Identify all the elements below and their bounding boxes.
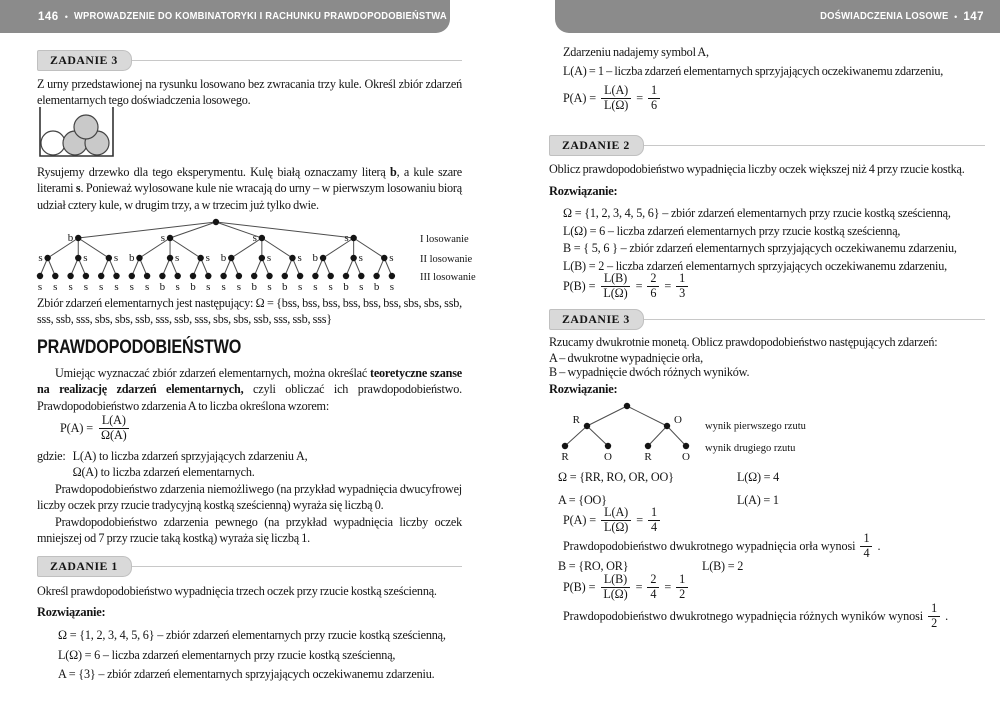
solution-line: A = {3} – zbiór zdarzeń elementarnych sprzyjających oczekiwanemu zdarzeniu. [58,667,435,681]
fraction: $\frac{L(A)}{L(\Omega)}$ [601,84,631,112]
page-number-left: 146 [38,10,59,23]
svg-text:b: b [159,281,166,293]
fraction: $\frac{1}{3}$ [676,272,688,300]
svg-text:s: s [389,281,395,293]
svg-text:I losowanie: I losowanie [420,234,469,245]
svg-text:s: s [205,252,210,264]
svg-text:b: b [128,252,135,264]
task3-heading [549,309,985,330]
svg-text:b: b [251,281,257,293]
where-line-2: Ω(A) to liczba zdarzeń elementarnych. [72,465,255,479]
svg-text:R: R [561,451,569,463]
task3-badge: ZADANIE 3 [37,50,132,71]
chapter-title-right: DOŚWIADCZENIA LOSOWE [819,11,949,22]
impossible-event-para: Prawdopodobieństwo zdarzenia niemożliwego (na przykład wypadnięcia dwucyfrowej liczby oczek przy rzucie tradycyjną kostką sześcienną) wyraża się liczbą 0. [37,482,462,513]
svg-text:s: s [144,281,150,293]
svg-text:s: s [160,232,166,244]
task2-text: Oblicz prawdopodobieństwo wypadnięcia liczby oczek większej niż 4 przy rzucie kostką. [549,162,965,176]
solution-line: L(B) = 2 – liczba zdarzeń elementarnych sprzyjających oczekiwanemu zdarzeniu, [563,258,947,273]
task2-badge: ZADANIE 2 [549,135,644,156]
svg-text:s: s [113,252,119,264]
svg-text:s: s [38,252,43,264]
solution-line: Ω = {1, 2, 3, 4, 5, 6} – zbiór zdarzeń elementarnych przy rzucie kostką sześcienną, [563,206,951,220]
svg-text:s: s [266,252,272,264]
where-line-1: L(A) to liczba zdarzeń sprzyjających zdarzeniu A, [72,449,308,463]
svg-text:b: b [282,281,288,293]
divider-line [644,319,985,320]
omega-set-text: Zbiór zdarzeń elementarnych jest następujący: Ω = {bss, bss, bss, bss, bss, bss, sbs, sbs, ssb, sss, ssb, sss, sbs, sbs, ssb, sss, ssb, sss, sbs, sbs, ssb, sss, ssb, sss} [37,296,462,327]
solution-label: Rozwiązanie: [549,382,618,396]
svg-text:s: s [389,252,394,264]
svg-text:s: s [37,281,43,293]
svg-text:O: O [682,451,690,463]
svg-text:b: b [190,281,196,293]
set-a-count: L(A) = 1 [737,493,779,507]
task1-text: Określ prawdopodobieństwo wypadnięcia trzech oczek przy rzucie kostką sześcienną. [37,584,437,598]
svg-text:s: s [83,281,89,293]
set-b-count: L(B) = 2 [702,559,744,573]
task3-conclusion-a: Prawdopodobieństwo dwukrotnego wypadnięcia orła wynosi $\frac{1}{4}$ . [563,531,881,560]
omega-row [558,470,779,485]
svg-text:s: s [221,281,226,293]
svg-text:s: s [328,281,333,293]
task3-text: Rzucamy dwukrotnie monetą. Oblicz prawdopodobieństwo następujących zdarzeń: [549,335,938,349]
svg-text:O: O [674,414,682,426]
probability-formula: P(A) = $\frac{L(A)}{\Omega(A)}$ [60,414,130,442]
svg-text:b: b [220,252,227,264]
certain-event-para: Prawdopodobieństwo zdarzenia pewnego (na przykład wypadnięcia liczby oczek mniejszej od 7 przy rzucie taką kostką) wyraża się liczbą 1. [37,515,462,546]
task1-probability-formula: P(A) = $\frac{L(A)}{L(\Omega)}$ = $\frac{1}{6}$ [563,84,660,112]
svg-text:s: s [358,252,363,264]
task1-cont-line2: L(A) = 1 – liczba zdarzeń elementarnych sprzyjających oczekiwanemu zdarzeniu, [563,64,944,78]
svg-text:s: s [297,281,303,293]
svg-text:b: b [373,281,380,293]
task3-event-a: A – dwukrotne wypadnięcie orła, [549,351,703,365]
page-number-right: 147 [963,10,984,23]
separator-dot: • [64,11,68,22]
where-label: gdzie: [37,449,66,463]
svg-text:s: s [68,281,73,293]
omega-set: Ω = {RR, RO, OR, OO} [558,470,674,484]
fraction: $\frac{1}{6}$ [648,84,660,112]
task3-text: Z urny przedstawionej na rysunku losowano bez zwracania trzy kule. Określ zbiór zdarzeń elementarnych tego doświadczenia losowego. [37,77,462,108]
svg-text:s: s [236,281,242,293]
tree-intro-text: Rysujemy drzewko dla tego eksperymentu. Kulę białą oznaczamy literą b, a kule szare literami s. Ponieważ wylosowane kule nie wracają do urny – w pierwszym losowaniu biorą udział cztery kule, w drugim trzy, a w trzecim już tylko dwie. [37,165,462,212]
fraction: $\frac{L(B)}{L(\Omega)}$ [600,272,630,300]
chapter-title-left: WPROWADZENIE DO KOMBINATORYKI I RACHUNKU PRAWDOPODOBIEŃSTWA [73,11,447,22]
divider-line [644,145,985,146]
task3-heading [37,50,462,71]
solution-line: B = { 5, 6 } – zbiór zdarzeń elementarnych sprzyjających oczekiwanemu zdarzeniu, [563,241,957,255]
svg-text:s: s [175,281,180,293]
svg-text:b: b [343,281,349,293]
fraction: $\frac{L(A)}{\Omega(A)}$ [98,414,130,442]
svg-text:R: R [572,414,580,426]
task3-event-b: B – wypadnięcie dwóch różnych wyników. [549,365,750,379]
page-147 [500,0,1000,712]
svg-text:III losowanie: III losowanie [420,272,476,283]
task2-heading [549,135,985,156]
svg-text:II losowanie: II losowanie [420,254,473,265]
set-b: B = {RO, OR} [558,559,629,573]
fraction: $\frac{L(B)}{L(\Omega)}$ [600,573,630,601]
svg-text:s: s [313,281,318,293]
ball-tree-diagram [32,216,487,296]
task3-badge: ZADANIE 3 [549,309,644,330]
task3-formula-a: P(A) = $\frac{L(A)}{L(\Omega)}$ = $\frac{1}{4}$ [563,506,660,534]
separator-dot: • [954,11,958,22]
task1-heading [37,556,462,577]
coin-tree-diagram [560,398,990,466]
solution-line: L(Ω) = 6 – liczba zdarzeń elementarnych przy rzucie kostką sześcienną, [58,647,396,662]
svg-text:s: s [206,281,211,293]
svg-text:b: b [67,232,74,244]
svg-text:s: s [175,252,180,264]
svg-text:wynik pierwszego rzutu: wynik pierwszego rzutu [705,421,806,432]
fraction: $\frac{1}{4}$ [860,532,872,560]
svg-text:s: s [83,252,88,264]
svg-text:s: s [99,281,104,293]
task2-solution-lines [563,205,957,275]
where-block [37,448,307,480]
svg-text:O: O [604,451,612,463]
solution-label: Rozwiązanie: [37,605,106,619]
divider-line [132,60,462,61]
svg-text:b: b [312,252,319,264]
probability-intro: Umiejąc wyznaczać zbiór zdarzeń elementarnych, można określać teoretyczne szanse na realizację zdarzeń elementarnych, czyli obliczać ich prawdopodobieństwo. Prawdopodobieństwo zdarzenia A to liczba określona wzorem: [37,366,462,413]
task2-probability-formula: P(B) = $\frac{L(B)}{L(\Omega)}$ = $\frac{2}{6}$ = $\frac{1}{3}$ [563,272,688,300]
urn-figure [37,105,117,161]
fraction: $\frac{2}{6}$ [647,272,659,300]
solution-label: Rozwiązanie: [549,184,618,198]
task1-cont-line1: Zdarzeniu nadajemy symbol A, [563,45,709,59]
svg-text:s: s [359,281,364,293]
section-heading: PRAWDOPODOBIEŃSTWO [37,337,242,358]
fraction: $\frac{1}{4}$ [648,506,660,534]
fraction: $\frac{2}{4}$ [647,573,659,601]
task1-badge: ZADANIE 1 [37,556,132,577]
omega-count: L(Ω) = 4 [737,470,780,484]
header-bar-left [0,0,450,33]
svg-text:s: s [297,252,302,264]
svg-text:s: s [344,232,349,244]
task3-formula-b: P(B) = $\frac{L(B)}{L(\Omega)}$ = $\frac{2}{4}$ = $\frac{1}{2}$ [563,573,688,601]
svg-text:s: s [129,281,134,293]
set-a: A = {OO} [558,493,607,507]
svg-text:wynik drugiego rzutu: wynik drugiego rzutu [705,443,796,454]
divider-line [132,566,462,567]
solution-line: L(Ω) = 6 – liczba zdarzeń elementarnych przy rzucie kostką sześcienną, [563,223,901,238]
task1-solution-lines [58,626,446,685]
header-bar-right [555,0,1000,33]
svg-text:s: s [114,281,119,293]
task3-conclusion-b: Prawdopodobieństwo dwukrotnego wypadnięcia różnych wyników wynosi $\frac{1}{2}$ . [563,601,949,630]
svg-text:R: R [644,451,652,463]
svg-text:s: s [267,281,272,293]
fraction: $\frac{L(A)}{L(\Omega)}$ [601,506,631,534]
fraction: $\frac{1}{2}$ [676,573,688,601]
fraction: $\frac{1}{2}$ [928,602,940,630]
svg-text:s: s [252,232,257,244]
svg-text:s: s [53,281,58,293]
solution-line: Ω = {1, 2, 3, 4, 5, 6} – zbiór zdarzeń elementarnych przy rzucie kostką sześcienną, [58,628,446,642]
